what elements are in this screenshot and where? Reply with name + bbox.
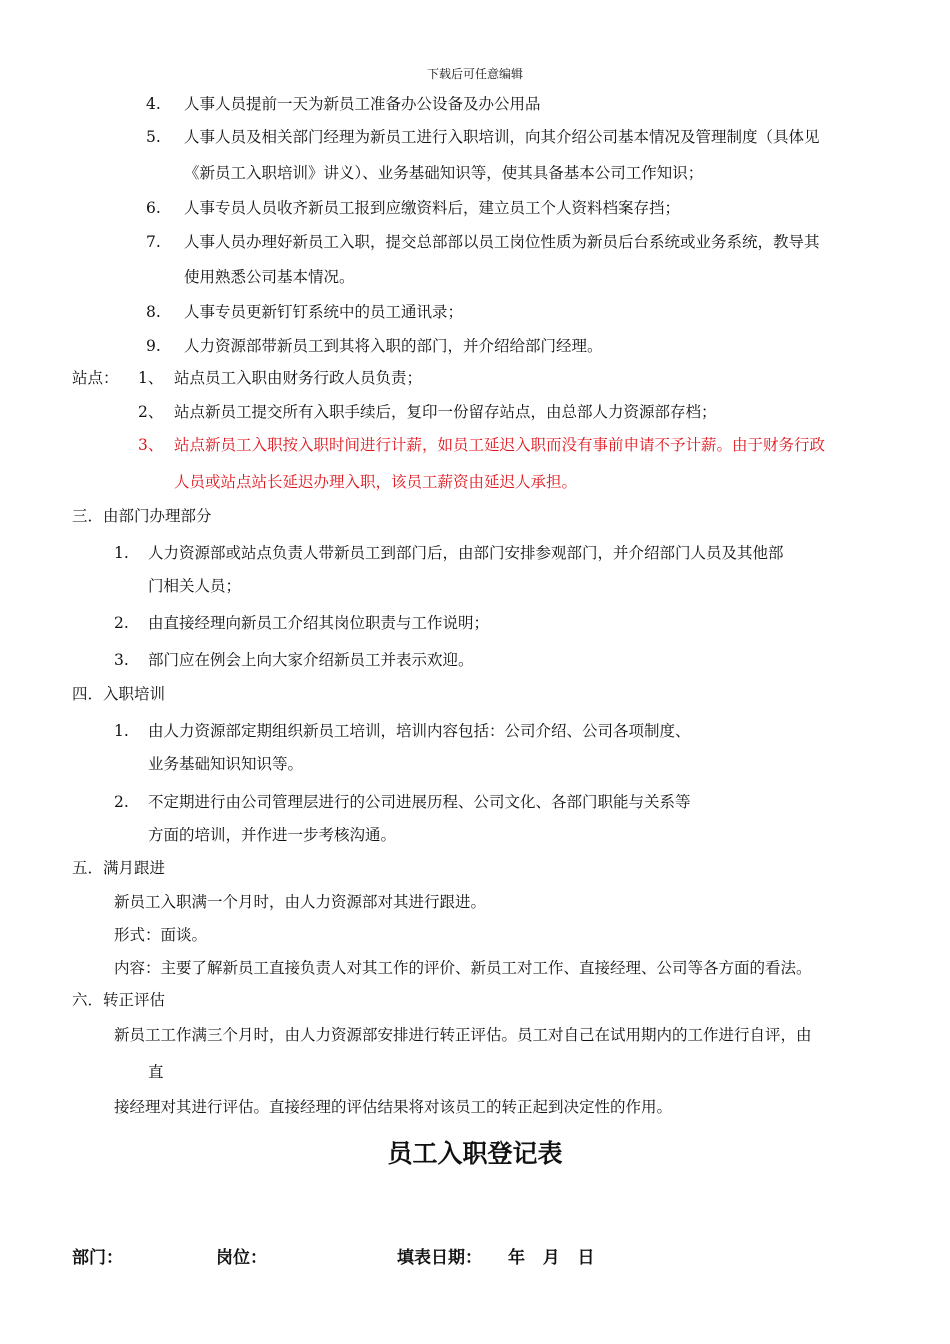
list-item-text: 人事专员更新钉钉系统中的员工通讯录； [184, 303, 464, 321]
list-number: 3、 [138, 436, 164, 454]
section-heading: 五．满月跟进 [72, 859, 166, 877]
list-item-text: 使用熟悉公司基本情况。 [184, 268, 355, 286]
list-item-text: 人事人员及相关部门经理为新员工进行入职培训，向其介绍公司基本情况及管理制度（具体见 [184, 128, 820, 146]
list-number: 2. [114, 793, 129, 811]
section-heading: 三．由部门办理部分 [72, 507, 212, 525]
list-number: 3. [114, 651, 129, 669]
paragraph-line: 直 [148, 1063, 164, 1081]
list-item-text: 《新员工入职培训》讲义）、业务基础知识等，使其具备基本公司工作知识； [184, 164, 704, 182]
fill-date-value: 年 月 日 [508, 1248, 595, 1268]
list-number: 2、 [138, 403, 164, 421]
list-number: 2. [114, 614, 129, 632]
list-item-text: 站点新员工提交所有入职手续后，复印一份留存站点，由总部人力资源部存档； [174, 403, 717, 421]
paragraph-line: 新员工入职满一个月时，由人力资源部对其进行跟进。 [114, 893, 487, 911]
list-item-text: 站点新员工入职按入职时间进行计薪，如员工延迟入职而没有事前申请不予计薪。由于财务行政 [174, 436, 826, 454]
list-item-text: 门相关人员； [148, 577, 242, 595]
list-item-text: 人事人员办理好新员工入职，提交总部部以员工岗位性质为新员后台系统或业务系统，教导其 [184, 233, 820, 251]
section-heading: 六．转正评估 [72, 991, 166, 1009]
list-number: 1. [114, 544, 129, 562]
list-item-text: 人员或站点站长延迟办理入职，该员工薪资由延迟人承担。 [174, 473, 578, 491]
fill-date-label: 填表日期： [397, 1248, 482, 1268]
page-header: 下载后可任意编辑 [426, 67, 523, 81]
list-number: 1、 [138, 369, 164, 387]
list-number: 9. [146, 337, 161, 355]
list-item-text: 人事人员提前一天为新员工准备办公设备及办公用品 [184, 95, 541, 113]
list-item-text: 人力资源部或站点负责人带新员工到部门后，由部门安排参观部门，并介绍部门人员及其他部 [148, 544, 784, 562]
section-heading: 四．入职培训 [72, 685, 166, 703]
list-item-text: 人力资源部带新员工到其将入职的部门，并介绍给部门经理。 [184, 337, 603, 355]
list-item-text: 部门应在例会上向大家介绍新员工并表示欢迎。 [148, 651, 474, 669]
list-number: 8. [146, 303, 161, 321]
list-number: 7. [146, 233, 161, 251]
list-number: 5. [146, 128, 161, 146]
list-number: 4. [146, 95, 161, 113]
form-title: 员工入职登记表 [387, 1139, 563, 1168]
list-item-text: 由直接经理向新员工介绍其岗位职责与工作说明； [148, 614, 490, 632]
paragraph-line: 形式：面谈。 [114, 926, 208, 944]
list-number: 1. [114, 722, 129, 740]
list-item-text: 人事专员人员收齐新员工报到应缴资料后，建立员工个人资料档案存挡； [184, 199, 681, 217]
list-number: 6. [146, 199, 161, 217]
list-item-text: 不定期进行由公司管理层进行的公司进展历程、公司文化、各部门职能与关系等 [148, 793, 691, 811]
list-item-text: 业务基础知识知识等。 [148, 755, 304, 773]
list-item-text: 方面的培训，并作进一步考核沟通。 [148, 826, 397, 844]
paragraph-line: 内容：主要了解新员工直接负责人对其工作的评价、新员工对工作、直接经理、公司等各方面的看法。 [114, 959, 812, 977]
paragraph-line: 新员工工作满三个月时，由人力资源部安排进行转正评估。员工对自己在试用期内的工作进行自评，由 [114, 1026, 812, 1044]
list-item-text: 站点员工入职由财务行政人员负责； [174, 369, 423, 387]
paragraph-line: 接经理对其进行评估。直接经理的评估结果将对该员工的转正起到决定性的作用。 [114, 1098, 673, 1116]
department-label: 部门： [72, 1248, 123, 1268]
position-label: 岗位： [216, 1248, 267, 1268]
list-item-text: 由人力资源部定期组织新员工培训，培训内容包括：公司介绍、公司各项制度、 [148, 722, 691, 740]
station-label: 站点： [72, 369, 119, 387]
